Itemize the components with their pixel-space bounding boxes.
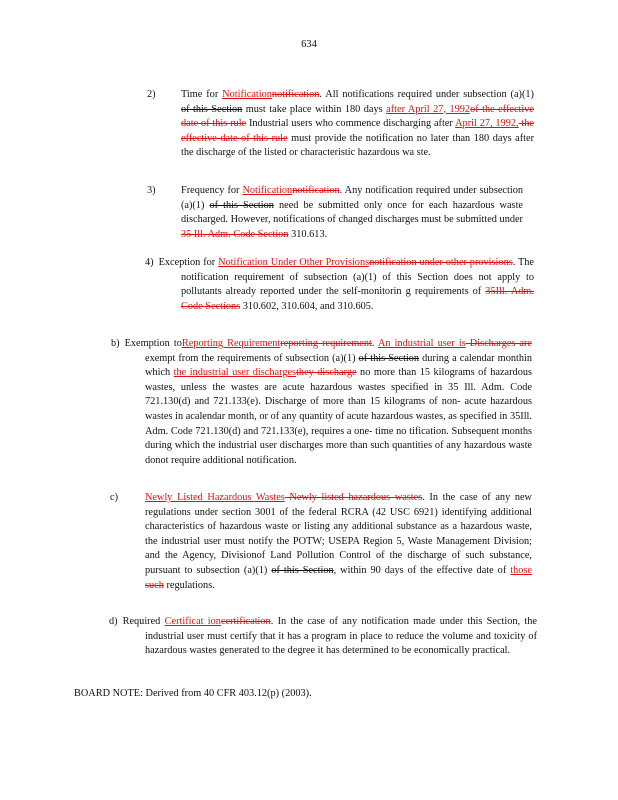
item-c-paragraph bbox=[110, 491, 532, 593]
item-label: d) bbox=[109, 616, 118, 627]
text-segment: 310.613. bbox=[288, 228, 328, 240]
text-segment: . The notification requirement of subsection (a)(1) of this Section does not apply to pollutants already reported under the self-monitorin g requirements of bbox=[181, 257, 535, 298]
board-note: BOARD NOTE: Derived from 40 CFR 403.12(p) (2003). bbox=[74, 688, 312, 699]
deleted-text: certification bbox=[220, 616, 271, 627]
text-segment: must provide the notification no later than 180 days after the discharge of the listed or characteristic hazardous wa ste. bbox=[181, 132, 534, 159]
inserted-text: after April 27, 1992 bbox=[386, 103, 471, 115]
deleted-text: they discharge bbox=[296, 367, 357, 379]
inserted-text: Newly Listed Hazardous Wastes bbox=[145, 492, 285, 503]
item-label: 3) bbox=[147, 185, 156, 196]
inserted-text: Notification Under Other Provisions bbox=[218, 257, 370, 268]
text-segment: Exemption to bbox=[124, 338, 182, 349]
item-label: 4) bbox=[145, 257, 154, 268]
deleted-text: of the effective date of this rule bbox=[181, 103, 534, 130]
text-segment: . In the case of any notification made under this Section, the industrial user must certify that it has a program in place to reduce the volume and toxicity of hazardous wastes generated to the degree it has determined to be economically practical. bbox=[145, 616, 537, 657]
text-segment: . bbox=[371, 338, 378, 349]
item-4-paragraph bbox=[145, 256, 535, 314]
text-segment: no more than 15 kilograms of hazardous wastes, unless the wastes are acute hazardous wastes specified in 35 Ill. Adm. Code 721.130(d) and 721.133(e). Discharge of more than 15 kilograms of non- acute hazardous wastes in acalendar month, or of any quantity of acute hazardous wastes, as specified in 35Ill. Adm. Code 721.130(d) and 721.133(e), requires a one- time no tification. Subsequent months during which the industrial user discharges more than such quantities of any hazardous waste donot require additional notification. bbox=[145, 367, 532, 466]
deleted-text: of this Section bbox=[358, 352, 420, 364]
inserted-text: An industrial user is bbox=[377, 338, 466, 349]
text-segment: Industrial users who commence discharging after bbox=[246, 118, 456, 130]
deleted-text: notification bbox=[292, 185, 340, 196]
text-segment: . In the case of any new regulations under section 3001 of the federal RCRA (42 USC 6921) identifying additional characteristics of hazardous waste or listing any additional substance as a hazardous waste, the industrial user must notify the POTW; USEPA Region 5, Waste Management Division; and the Agency, Divisionof Land Pollution Control of the discharge of such substance, pursuant to subsection (a)(1) bbox=[145, 492, 532, 576]
text-segment: exempt from the requirements of subsection (a)(1) bbox=[145, 352, 359, 364]
deleted-text: Discharges are bbox=[465, 338, 532, 349]
text-segment: Frequency for bbox=[181, 185, 243, 196]
inserted-text: Notification bbox=[222, 89, 272, 100]
item-label: 2) bbox=[147, 89, 156, 100]
page-number: 634 bbox=[301, 39, 317, 50]
text-segment: , within 90 days of the effective date of bbox=[333, 564, 511, 576]
deleted-text: 35Ill. Adm. Code Sections bbox=[181, 286, 534, 312]
inserted-text: Notification bbox=[242, 185, 293, 196]
paragraph-text bbox=[109, 616, 537, 656]
item-2-paragraph bbox=[147, 88, 534, 161]
text-segment: Required bbox=[122, 616, 165, 627]
text-segment: must take place within 180 days bbox=[242, 103, 387, 115]
deleted-text: of this Section bbox=[181, 103, 243, 115]
item-d-paragraph bbox=[109, 615, 537, 659]
deleted-text: such bbox=[145, 579, 164, 591]
inserted-text: Reporting Requirement bbox=[181, 338, 281, 349]
inserted-text: those bbox=[510, 564, 532, 576]
paragraph-text bbox=[145, 492, 532, 591]
text-segment: during a calendar monthin which bbox=[145, 352, 533, 379]
paragraph-text bbox=[181, 89, 534, 158]
item-b-paragraph bbox=[111, 337, 533, 468]
text-segment: need be submitted only once for each hazardous waste discharged. However, notifications of changed discharges must be submitted under bbox=[181, 199, 523, 226]
paragraph-text bbox=[111, 338, 532, 466]
text-segment: regulations. bbox=[163, 579, 215, 591]
item-3-paragraph bbox=[147, 184, 523, 242]
deleted-text: notification under other provisions bbox=[369, 257, 513, 268]
deleted-text: the effective date of this rule bbox=[181, 118, 534, 144]
deleted-text: reporting requirement bbox=[280, 338, 372, 349]
deleted-text: 35 Ill. Adm. Code Section bbox=[181, 228, 289, 240]
paragraph-text bbox=[145, 257, 534, 312]
text-segment: Exception for bbox=[158, 257, 219, 268]
inserted-text: Certificat ion bbox=[164, 616, 221, 627]
text-segment: . Any notification required under subsection (a)(1) bbox=[181, 185, 523, 211]
deleted-text: notification bbox=[271, 89, 320, 100]
deleted-text: Newly listed hazardous wastes bbox=[284, 492, 423, 503]
item-label: b) bbox=[111, 338, 120, 349]
deleted-text: of this Section bbox=[209, 199, 274, 211]
text-segment: . All notifications required under subsection (a)(1) bbox=[319, 89, 534, 100]
item-label: c) bbox=[110, 492, 118, 503]
text-segment: 310.602, 310.604, and 310.605. bbox=[240, 300, 374, 312]
deleted-text: of this Section bbox=[271, 564, 334, 576]
text-segment: Time for bbox=[181, 89, 223, 100]
inserted-text: the industrial user discharges bbox=[173, 367, 297, 379]
paragraph-text bbox=[181, 185, 523, 240]
inserted-text: April 27, 1992, bbox=[455, 118, 519, 130]
